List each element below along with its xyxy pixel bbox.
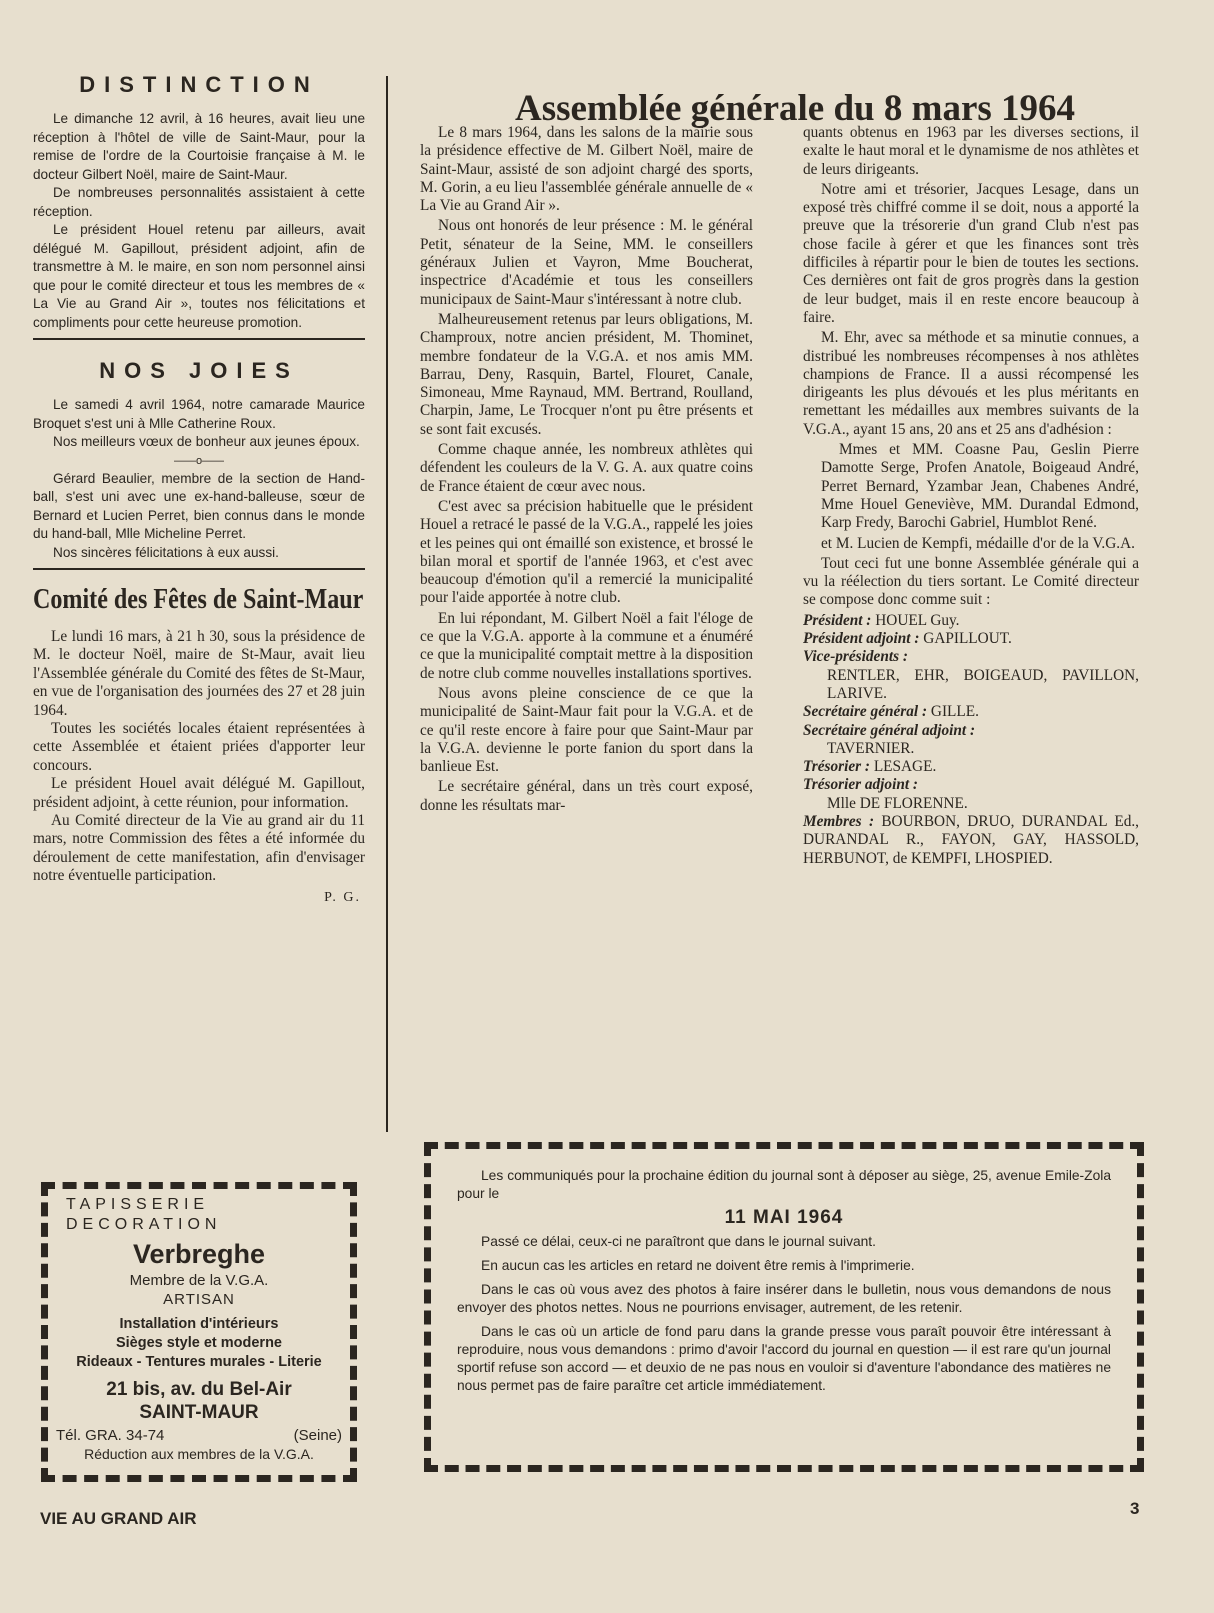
ad-service: Installation d'intérieurs bbox=[119, 1316, 279, 1332]
advertisement-verbreghe bbox=[41, 1182, 357, 1482]
role-label: Président : bbox=[803, 611, 872, 629]
assemblee-paragraph: En lui répondant, M. Gilbert Noël a fait l'éloge de ce que la V.G.A. apporte à la commune et a énuméré ce que la municipalité comptait mettre à la disposition de notre club comme nouvelles installations sportives. bbox=[420, 609, 753, 682]
section-divider bbox=[33, 338, 365, 340]
role-value: GILLE. bbox=[930, 703, 979, 721]
joies-paragraph: Le samedi 4 avril 1964, notre camarade Maurice Broquet s'est uni à Mlle Catherine Roux. bbox=[33, 397, 365, 431]
role-value: TAVERNIER. bbox=[827, 739, 915, 757]
distinction-section bbox=[33, 72, 365, 340]
assemblee-paragraph: M. Ehr, avec sa méthode et sa minutie connues, a distribué les nombreuses récompenses à nos athlètes champions de France. Il a aussi récompensé les dirigeants les plus dévoués et les plus méritants en remettant les médailles aux membres suivants de la V.G.A., ayant 15 ans, 20 ans et 25 ans d'adhésion : bbox=[803, 329, 1139, 438]
joies-title: NOS JOIES bbox=[99, 358, 299, 383]
committee-secretary bbox=[803, 703, 1139, 721]
comite-signature: P. G. bbox=[324, 889, 361, 905]
role-label: Secrétaire général : bbox=[803, 703, 928, 721]
joies-paragraph: Nos meilleurs vœux de bonheur aux jeunes époux. bbox=[53, 434, 360, 449]
comite-paragraph: Au Comité directeur de la Vie au grand air du 11 mars, notre Commission des fêtes a été informée du déroulement de cette manifestation, afin d'envisager notre éventuelle participation. bbox=[33, 812, 365, 885]
notice-paragraph: Passé ce délai, ceux-ci ne paraîtront que dans le journal suivant. bbox=[481, 1234, 876, 1249]
role-label: Secrétaire général adjoint : bbox=[803, 721, 976, 739]
role-value: BOURBON, DRUO, DURANDAL Ed., DURANDAL R., FAYON, GAY, HASSOLD, HERBUNOT, de KEMPFI, LHOSPIED. bbox=[803, 812, 1139, 867]
assemblee-paragraph: Comme chaque année, les nombreux athlètes qui défendent les couleurs de la V. G. A. aux quatre coins de France étaient de cœur avec nous. bbox=[420, 441, 753, 495]
committee-treasurer-adjoint bbox=[803, 776, 1139, 794]
role-value: Mlle DE FLORENNE. bbox=[827, 794, 968, 812]
assemblee-paragraph: Notre ami et trésorier, Jacques Lesage, dans un exposé très chiffré comme il se doit, nous a apporté la preuve que la trésorerie d'un grand Club n'est pas chose facile à gérer et que les finances sont très difficiles à répartir pour le bien de toutes les sections. Ces dernières ont fait de gros progrès dans la gestion de leur budget, mais il en reste encore beaucoup à faire. bbox=[803, 180, 1139, 326]
committee-list bbox=[803, 612, 1139, 868]
ad-phone-row bbox=[56, 1426, 342, 1445]
role-label: Vice-présidents : bbox=[803, 648, 908, 666]
distinction-paragraph: Le dimanche 12 avril, à 16 heures, avait lieu une réception à l'hôtel de ville de Saint-Maur, pour la remise de l'ordre de la Courtoisie française à M. le docteur Gilbert Noël, maire de Saint-Maur. bbox=[33, 111, 365, 182]
role-value: RENTLER, EHR, BOIGEAUD, PAVILLON, LARIVE. bbox=[827, 666, 1139, 702]
joies-section bbox=[33, 358, 365, 570]
comite-section bbox=[33, 584, 365, 906]
comite-title: Comité des Fêtes de Saint-Maur bbox=[33, 584, 364, 615]
column-divider bbox=[386, 76, 388, 1132]
ad-address: 21 bis, av. du Bel-Air bbox=[106, 1379, 292, 1400]
ad-business-name: Verbreghe bbox=[132, 1239, 266, 1269]
assemblee-paragraph: C'est avec sa précision habituelle que le président Houel a retracé le passé de la V.G.A., rappelé les joies et les peines qui ont émaillé son existence, et brossé le bilan moral et sportif de l'année 1963, et c'est avec beaucoup d'émotion qu'il a remercié la municipalité pour l'aide apportée à notre club. bbox=[420, 497, 753, 607]
medal-recipients: Mmes et MM. Coasne Pau, Geslin Pierre Damotte Serge, Profen Anatole, Boigeaud André, Perret Bernard, Yzambar Jean, Chabenes André, Mme Houel Geneviève, MM. Durandal Edmond, Karp Fredy, Barochi Gabriel, Humblot René. bbox=[821, 441, 1139, 532]
left-column bbox=[33, 72, 365, 906]
committee-president-adjoint bbox=[803, 630, 1139, 648]
assemblee-paragraph: Nous avons pleine conscience de ce que la municipalité de Saint-Maur fait pour la V.G.A. et de ce qu'il reste encore à faire pour que Saint-Maur par la V.G.A. devienne le porte fanion du sport dans la banlieue Est. bbox=[420, 684, 753, 776]
ad-city: SAINT-MAUR bbox=[139, 1402, 259, 1423]
joies-separator: ——o—— bbox=[173, 454, 225, 467]
assemblee-column-1 bbox=[420, 124, 753, 817]
role-value: HOUEL Guy. bbox=[875, 611, 960, 629]
joies-paragraph: Nos sincères félicitations à eux aussi. bbox=[53, 544, 279, 560]
role-value: GAPILLOUT. bbox=[923, 630, 1012, 648]
ad-reduction: Réduction aux membres de la V.G.A. bbox=[84, 1446, 314, 1462]
comite-paragraph: Toutes les sociétés locales étaient représentées à cette Assemblée et étaient priées d'apporter leur concours. bbox=[33, 720, 365, 774]
comite-body bbox=[33, 628, 365, 886]
ad-line: TAPISSERIE bbox=[66, 1196, 210, 1213]
committee-treasurer bbox=[803, 758, 1139, 776]
page-number: 3 bbox=[1130, 1499, 1140, 1518]
distinction-paragraph: De nombreuses personnalités assistaient à cette réception. bbox=[33, 185, 365, 219]
notice-deadline: 11 MAI 1964 bbox=[724, 1207, 844, 1228]
role-label: Président adjoint : bbox=[803, 630, 920, 648]
assemblee-paragraph: Malheureusement retenus par leurs obligations, M. Champroux, notre ancien président, M. Thominet, membre fondateur de la V.G.A. et nos amis MM. Barrau, Deny, Rasquin, Bartel, Flouret, Canale, Simoneau, Mme Raynaud, MM. Bertrand, Roulland, Charpin, Jame, Le Trocquer n'ont pu être présents et se sont fait excusés. bbox=[420, 310, 753, 438]
distinction-body bbox=[33, 110, 365, 332]
comite-paragraph: Le président Houel avait délégué M. Gapillout, président adjoint, à cette réunion, pour information. bbox=[33, 775, 365, 811]
notice-paragraph: En aucun cas les articles en retard ne doivent être remis à l'imprimerie. bbox=[481, 1258, 915, 1273]
joies-body bbox=[33, 396, 365, 562]
section-divider bbox=[33, 568, 365, 570]
assemblee-column-2 bbox=[803, 124, 1139, 868]
ad-phone: Tél. GRA. 34-74 bbox=[56, 1427, 165, 1444]
role-label: Membres : bbox=[803, 812, 875, 830]
distinction-paragraph: Le président Houel retenu par ailleurs, avait délégué M. Gapillout, président adjoint, afin de transmettre à M. le maire, en son nom personnel ainsi que pour le comité directeur et tous les membres de « La Vie au Grand Air », toutes nos félicitations et compliments pour cette heureuse promotion. bbox=[33, 222, 365, 330]
ad-member: Membre de la V.G.A. bbox=[129, 1272, 269, 1289]
assemblee-paragraph: Le 8 mars 1964, dans les salons de la mairie sous la présidence effective de M. Gilbert Noël, maire de Saint-Maur, assisté de son adjoint chargé des sports, M. Gorin, a eu lieu l'assemblée générale annuelle de « La Vie au Grand Air ». bbox=[420, 124, 753, 215]
assemblee-paragraph: Tout ceci fut une bonne Assemblée générale qui a vu la réélection du tiers sortant. Le Comité directeur se compose donc comme suit : bbox=[803, 554, 1139, 609]
joies-paragraph: Gérard Beaulier, membre de la section de Hand-ball, s'est uni avec une ex-hand-balleuse, sœur de Bernard et Lucien Perret, bien connus dans le monde du hand-ball, Mlle Micheline Perret. bbox=[33, 470, 365, 541]
ad-service: Rideaux - Tentures murales - Literie bbox=[76, 1354, 322, 1370]
assemblee-title: Assemblée générale du 8 mars 1964 bbox=[514, 87, 1076, 129]
committee-president bbox=[803, 612, 1139, 630]
publication-name: VIE AU GRAND AIR bbox=[40, 1509, 197, 1528]
committee-secretary-adjoint bbox=[803, 722, 1139, 740]
assemblee-paragraph: quants obtenus en 1963 par les diverses sections, il exalte le haut moral et le dynamisme de nos athlètes et de leurs dirigeants. bbox=[803, 124, 1139, 178]
committee-members bbox=[803, 813, 1139, 868]
assemblee-paragraph: Le secrétaire général, dans un très court exposé, donne les résultats mar- bbox=[420, 778, 753, 814]
ad-line: DECORATION bbox=[66, 1216, 222, 1233]
distinction-title: DISTINCTION bbox=[79, 72, 319, 97]
role-label: Trésorier adjoint : bbox=[803, 776, 919, 794]
committee-vice-presidents bbox=[803, 648, 1139, 666]
ad-region: (Seine) bbox=[293, 1427, 342, 1444]
assemblee-paragraph: et M. Lucien de Kempfi, médaille d'or de la V.G.A. bbox=[821, 534, 1135, 552]
submission-notice bbox=[424, 1142, 1144, 1472]
role-value: LESAGE. bbox=[873, 758, 937, 776]
notice-paragraph: Dans le cas où vous avez des photos à faire insérer dans le bulletin, nous vous demandons de nous envoyer des photos nettes. Nous ne pourrions envisager, autrement, de les retenir. bbox=[457, 1282, 1111, 1315]
ad-service: Sièges style et moderne bbox=[115, 1335, 282, 1351]
ad-artisan: ARTISAN bbox=[163, 1291, 235, 1308]
comite-paragraph: Le lundi 16 mars, à 21 h 30, sous la présidence de M. le docteur Noël, maire de St-Maur, avait lieu l'Assemblée générale du Comité des fêtes de St-Maur, en vue de l'organisation des journées des 27 et 28 juin 1964. bbox=[33, 628, 365, 719]
notice-paragraph: Dans le cas où un article de fond paru dans la grande presse vous paraît pouvoir être intéressant à reproduire, nous vous demandons : primo d'avoir l'accord du journal en question — il est rare qu'un journal sportif refuse son accord — et deuxio de ne pas nous en vouloir si d'aventure l'abondance des matières ne nous permet pas de faire paraître cet article immédiatement. bbox=[457, 1324, 1111, 1393]
assemblee-paragraph: Nous ont honorés de leur présence : M. le général Petit, sénateur de la Seine, MM. le conseillers généraux Julien et Vayron, Mme Boucherat, inspectrice d'Académie et tous les conseillers municipaux de Saint-Maur s'intéressant à notre club. bbox=[420, 217, 753, 308]
role-label: Trésorier : bbox=[803, 758, 870, 776]
notice-paragraph: Les communiqués pour la prochaine édition du journal sont à déposer au siège, 25, avenue Emile-Zola pour le bbox=[457, 1168, 1111, 1201]
